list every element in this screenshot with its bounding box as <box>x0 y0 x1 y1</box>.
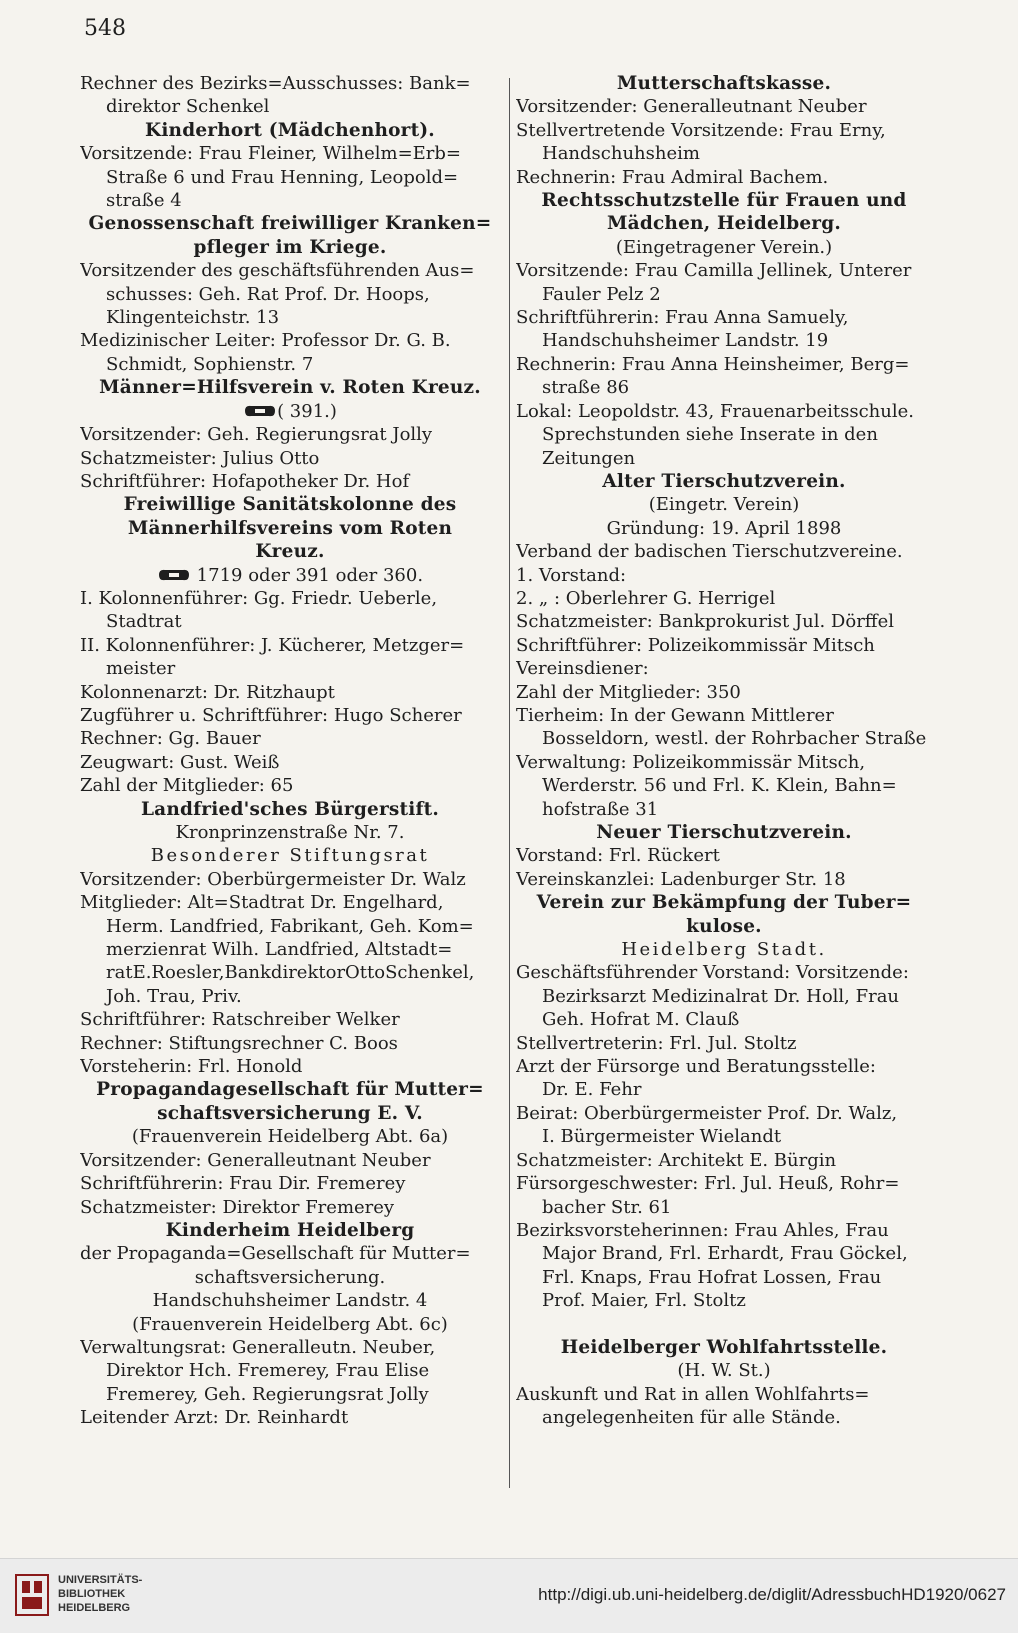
centered-line: Handschuhsheimer Landstr. 4 <box>152 1290 428 1312</box>
entry-line: Vorsitzender: Generalleutnant Neuber <box>80 1149 431 1171</box>
centered-line: Heidelberg Stadt. <box>621 939 827 961</box>
section-heading: Männerhilfsvereins vom Roten <box>127 517 453 539</box>
entry-line <box>516 1313 932 1336</box>
centered-line: schaftsversicherung. <box>194 1266 386 1288</box>
centered-line <box>80 564 500 587</box>
centered-line: (Frauenverein Heidelberg Abt. 6c) <box>132 1313 448 1335</box>
entry-line: Verband der badischen Tierschutzvereine. <box>516 541 903 563</box>
entry-line: Verwaltungsrat: Generalleutn. Neuber, <box>80 1336 436 1358</box>
entry-line: Schatzmeister: Direktor Fremerey <box>80 1196 395 1218</box>
continuation-line: straße 4 <box>106 190 182 212</box>
section-heading: Alter Tierschutzverein. <box>602 470 846 492</box>
entry-line: 1. Vorstand: <box>516 564 627 586</box>
section-heading: Propagandagesellschaft für Mutter= <box>96 1079 484 1101</box>
centered-line: (Frauenverein Heidelberg Abt. 6a) <box>131 1126 449 1148</box>
entry-line: Schatzmeister: Julius Otto <box>80 447 320 469</box>
section-heading: Verein zur Bekämpfung der Tuber= <box>536 892 912 914</box>
entry-line: Schriftführer: Hofapotheker Dr. Hof <box>80 470 410 492</box>
continuation-line: Handschuhsheimer Landstr. 19 <box>542 330 829 352</box>
continuation-line: meister <box>106 658 176 680</box>
library-name-line-3: HEIDELBERG <box>58 1602 131 1614</box>
continuation-line: Dr. E. Fehr <box>542 1079 642 1101</box>
entry-line: Kolonnenarzt: Dr. Ritzhaupt <box>80 681 335 703</box>
section-heading: kulose. <box>686 915 762 937</box>
entry-line: Schatzmeister: Bankprokurist Jul. Dörffel <box>516 611 894 633</box>
section-heading: Kinderhort (Mädchenhort). <box>145 119 435 141</box>
continuation-line: Fauler Pelz 2 <box>542 283 661 305</box>
entry-line: Stellvertreterin: Frl. Jul. Stoltz <box>516 1032 797 1054</box>
page-number: 548 <box>84 16 126 41</box>
continuation-line: Handschuhsheim <box>542 143 700 165</box>
continuation-line: Frl. Knaps, Frau Hofrat Lossen, Frau <box>542 1266 882 1288</box>
section-heading: Heidelberger Wohlfahrtsstelle. <box>560 1336 888 1358</box>
section-heading: Landfried'sches Bürgerstift. <box>140 798 440 820</box>
entry-line: Zugführer u. Schriftführer: Hugo Scherer <box>80 704 462 726</box>
entry-line: Stellvertretende Vorsitzende: Frau Erny, <box>516 119 886 141</box>
entry-line: Vereinskanzlei: Ladenburger Str. 18 <box>516 868 846 890</box>
source-url-link[interactable]: http://digi.ub.uni-heidelberg.de/diglit/AdressbuchHD1920/0627 <box>538 1585 1006 1604</box>
right-column <box>516 72 932 1430</box>
continuation-line: Stadtrat <box>106 611 182 633</box>
entry-line: II. Kolonnenführer: J. Kücherer, Metzger= <box>80 634 465 656</box>
continuation-line: Klingenteichstr. 13 <box>106 307 280 329</box>
section-heading: Männer=Hilfsverein v. Roten Kreuz. <box>99 377 481 399</box>
entry-line: Vorsteherin: Frl. Honold <box>80 1056 303 1078</box>
entry-line: Verwaltung: Polizeikommissär Mitsch, <box>516 751 866 773</box>
library-name-line-1: UNIVERSITÄTS- <box>58 1574 143 1586</box>
section-heading: Kreuz. <box>255 541 325 563</box>
continuation-line: hofstraße 31 <box>542 798 659 820</box>
entry-line: Geschäftsführender Vorstand: Vorsitzende: <box>516 962 909 984</box>
continuation-line: merzienrat Wilh. Landfried, Altstadt= <box>106 939 453 961</box>
left-column <box>80 72 500 1430</box>
section-heading: Freiwillige Sanitätskolonne des <box>123 494 457 516</box>
library-name <box>58 1573 142 1615</box>
continuation-line: Bosseldorn, westl. der Rohrbacher Straße <box>542 728 927 750</box>
column-divider <box>509 78 510 1488</box>
continuation-line: Direktor Hch. Fremerey, Frau Elise <box>106 1360 430 1382</box>
entry-line: Rechner: Gg. Bauer <box>80 728 261 750</box>
footer-bar <box>0 1558 1018 1633</box>
entry-line: Vorsitzender des geschäftsführenden Aus= <box>80 260 475 282</box>
entry-line: I. Kolonnenführer: Gg. Friedr. Ueberle, <box>80 587 438 609</box>
continuation-line: straße 86 <box>542 377 630 399</box>
continuation-line: I. Bürgermeister Wielandt <box>542 1126 782 1148</box>
continuation-line: Fremerey, Geh. Regierungsrat Jolly <box>106 1383 429 1405</box>
continuation-line: direktor Schenkel <box>106 96 270 118</box>
entry-line: Arzt der Fürsorge und Beratungsstelle: <box>516 1056 876 1078</box>
phone-number-text: 1719 oder 391 oder 360. <box>190 564 424 586</box>
entry-line: Vorsitzender: Geh. Regierungsrat Jolly <box>80 424 433 446</box>
continuation-line: Bezirksarzt Medizinalrat Dr. Holl, Frau <box>542 985 900 1007</box>
entry-line: Beirat: Oberbürgermeister Prof. Dr. Walz, <box>516 1102 898 1124</box>
entry-line: Zahl der Mitglieder: 65 <box>80 775 294 797</box>
centered-line: Kronprinzenstraße Nr. 7. <box>175 822 405 843</box>
entry-line: Rechner des Bezirks=Ausschusses: Bank= <box>80 73 471 94</box>
entry-line: 2. „ : Oberlehrer G. Herrigel <box>516 587 776 609</box>
continuation-line: Joh. Trau, Priv. <box>106 985 242 1007</box>
centered-line: Gründung: 19. April 1898 <box>606 517 842 539</box>
entry-line: Schatzmeister: Architekt E. Bürgin <box>516 1149 837 1171</box>
continuation-line: Zeitungen <box>542 447 636 469</box>
entry-line: Vereinsdiener: <box>516 658 649 680</box>
section-heading: Kinderheim Heidelberg <box>165 1219 415 1241</box>
centered-line <box>80 400 500 423</box>
entry-line: Zahl der Mitglieder: 350 <box>516 681 741 703</box>
entry-line: Schriftführer: Ratschreiber Welker <box>80 1009 400 1031</box>
entry-line: Schriftführerin: Frau Anna Samuely, <box>516 307 849 329</box>
entry-line: Schriftführerin: Frau Dir. Fremerey <box>80 1173 406 1195</box>
entry-line: der Propaganda=Gesellschaft für Mutter= <box>80 1243 471 1265</box>
phone-number-text: ( 391.) <box>277 400 337 422</box>
entry-line: Mitglieder: Alt=Stadtrat Dr. Engelhard, <box>80 892 444 914</box>
university-logo-icon <box>14 1573 50 1617</box>
entry-line: Leitender Arzt: Dr. Reinhardt <box>80 1407 349 1429</box>
telephone-icon <box>157 567 191 583</box>
continuation-line: schusses: Geh. Rat Prof. Dr. Hoops, <box>106 283 430 305</box>
entry-line: Vorsitzende: Frau Camilla Jellinek, Unterer <box>516 260 912 282</box>
entry-line: Auskunft und Rat in allen Wohlfahrts= <box>516 1383 870 1405</box>
entry-line: Rechnerin: Frau Admiral Bachem. <box>516 166 829 188</box>
entry-line: Fürsorgeschwester: Frl. Jul. Heuß, Rohr= <box>516 1173 900 1195</box>
entry-line: Lokal: Leopoldstr. 43, Frauenarbeitsschule. <box>516 400 914 422</box>
section-heading: Genossenschaft freiwilliger Kranken= <box>88 213 492 235</box>
centered-line: Besonderer Stiftungsrat <box>150 845 430 867</box>
section-heading: Mädchen, Heidelberg. <box>606 213 842 235</box>
entry-line: Vorsitzender: Oberbürgermeister Dr. Walz <box>80 868 466 890</box>
entry-line: Vorstand: Frl. Rückert <box>516 845 720 867</box>
telephone-icon <box>243 403 277 419</box>
section-heading: Mutterschaftskasse. <box>616 73 832 94</box>
entry-line: Rechnerin: Frau Anna Heinsheimer, Berg= <box>516 353 910 375</box>
entry-line: Schriftführer: Polizeikommissär Mitsch <box>516 634 875 656</box>
section-heading: schaftsversicherung E. V. <box>157 1102 423 1124</box>
entry-line: Vorsitzende: Frau Fleiner, Wilhelm=Erb= <box>80 143 462 165</box>
section-heading: Neuer Tierschutzverein. <box>596 822 852 843</box>
entry-line: Rechner: Stiftungsrechner C. Boos <box>80 1032 398 1054</box>
centered-line: (Eingetr. Verein) <box>648 494 800 516</box>
continuation-line: Prof. Maier, Frl. Stoltz <box>542 1290 746 1312</box>
continuation-line: Schmidt, Sophienstr. 7 <box>106 353 314 375</box>
continuation-line: Straße 6 und Frau Henning, Leopold= <box>106 166 459 188</box>
continuation-line: Major Brand, Frl. Erhardt, Frau Göckel, <box>542 1243 908 1265</box>
continuation-line: Herm. Landfried, Fabrikant, Geh. Kom= <box>106 915 474 937</box>
continuation-line: Geh. Hofrat M. Clauß <box>542 1009 740 1031</box>
section-heading: Rechtsschutzstelle für Frauen und <box>541 190 907 212</box>
continuation-line: Werderstr. 56 und Frl. K. Klein, Bahn= <box>542 775 897 797</box>
continuation-line: ratE.Roesler,BankdirektorOttoSchenkel, <box>106 962 475 984</box>
entry-line: Tierheim: In der Gewann Mittlerer <box>516 704 834 726</box>
entry-line: Vorsitzender: Generalleutnant Neuber <box>516 96 867 118</box>
centered-line: (Eingetragener Verein.) <box>615 236 833 258</box>
continuation-line: Sprechstunden siehe Inserate in den <box>542 424 878 446</box>
continuation-line: angelegenheiten für alle Stände. <box>542 1407 841 1429</box>
library-name-line-2: BIBLIOTHEK <box>58 1588 126 1600</box>
centered-line: (H. W. St.) <box>677 1360 771 1382</box>
entry-line: Medizinischer Leiter: Professor Dr. G. B. <box>80 330 451 352</box>
section-heading: pfleger im Kriege. <box>193 236 387 258</box>
entry-line: Zeugwart: Gust. Weiß <box>80 751 280 773</box>
continuation-line: bacher Str. 61 <box>542 1196 672 1218</box>
entry-line: Bezirksvorsteherinnen: Frau Ahles, Frau <box>516 1219 889 1241</box>
